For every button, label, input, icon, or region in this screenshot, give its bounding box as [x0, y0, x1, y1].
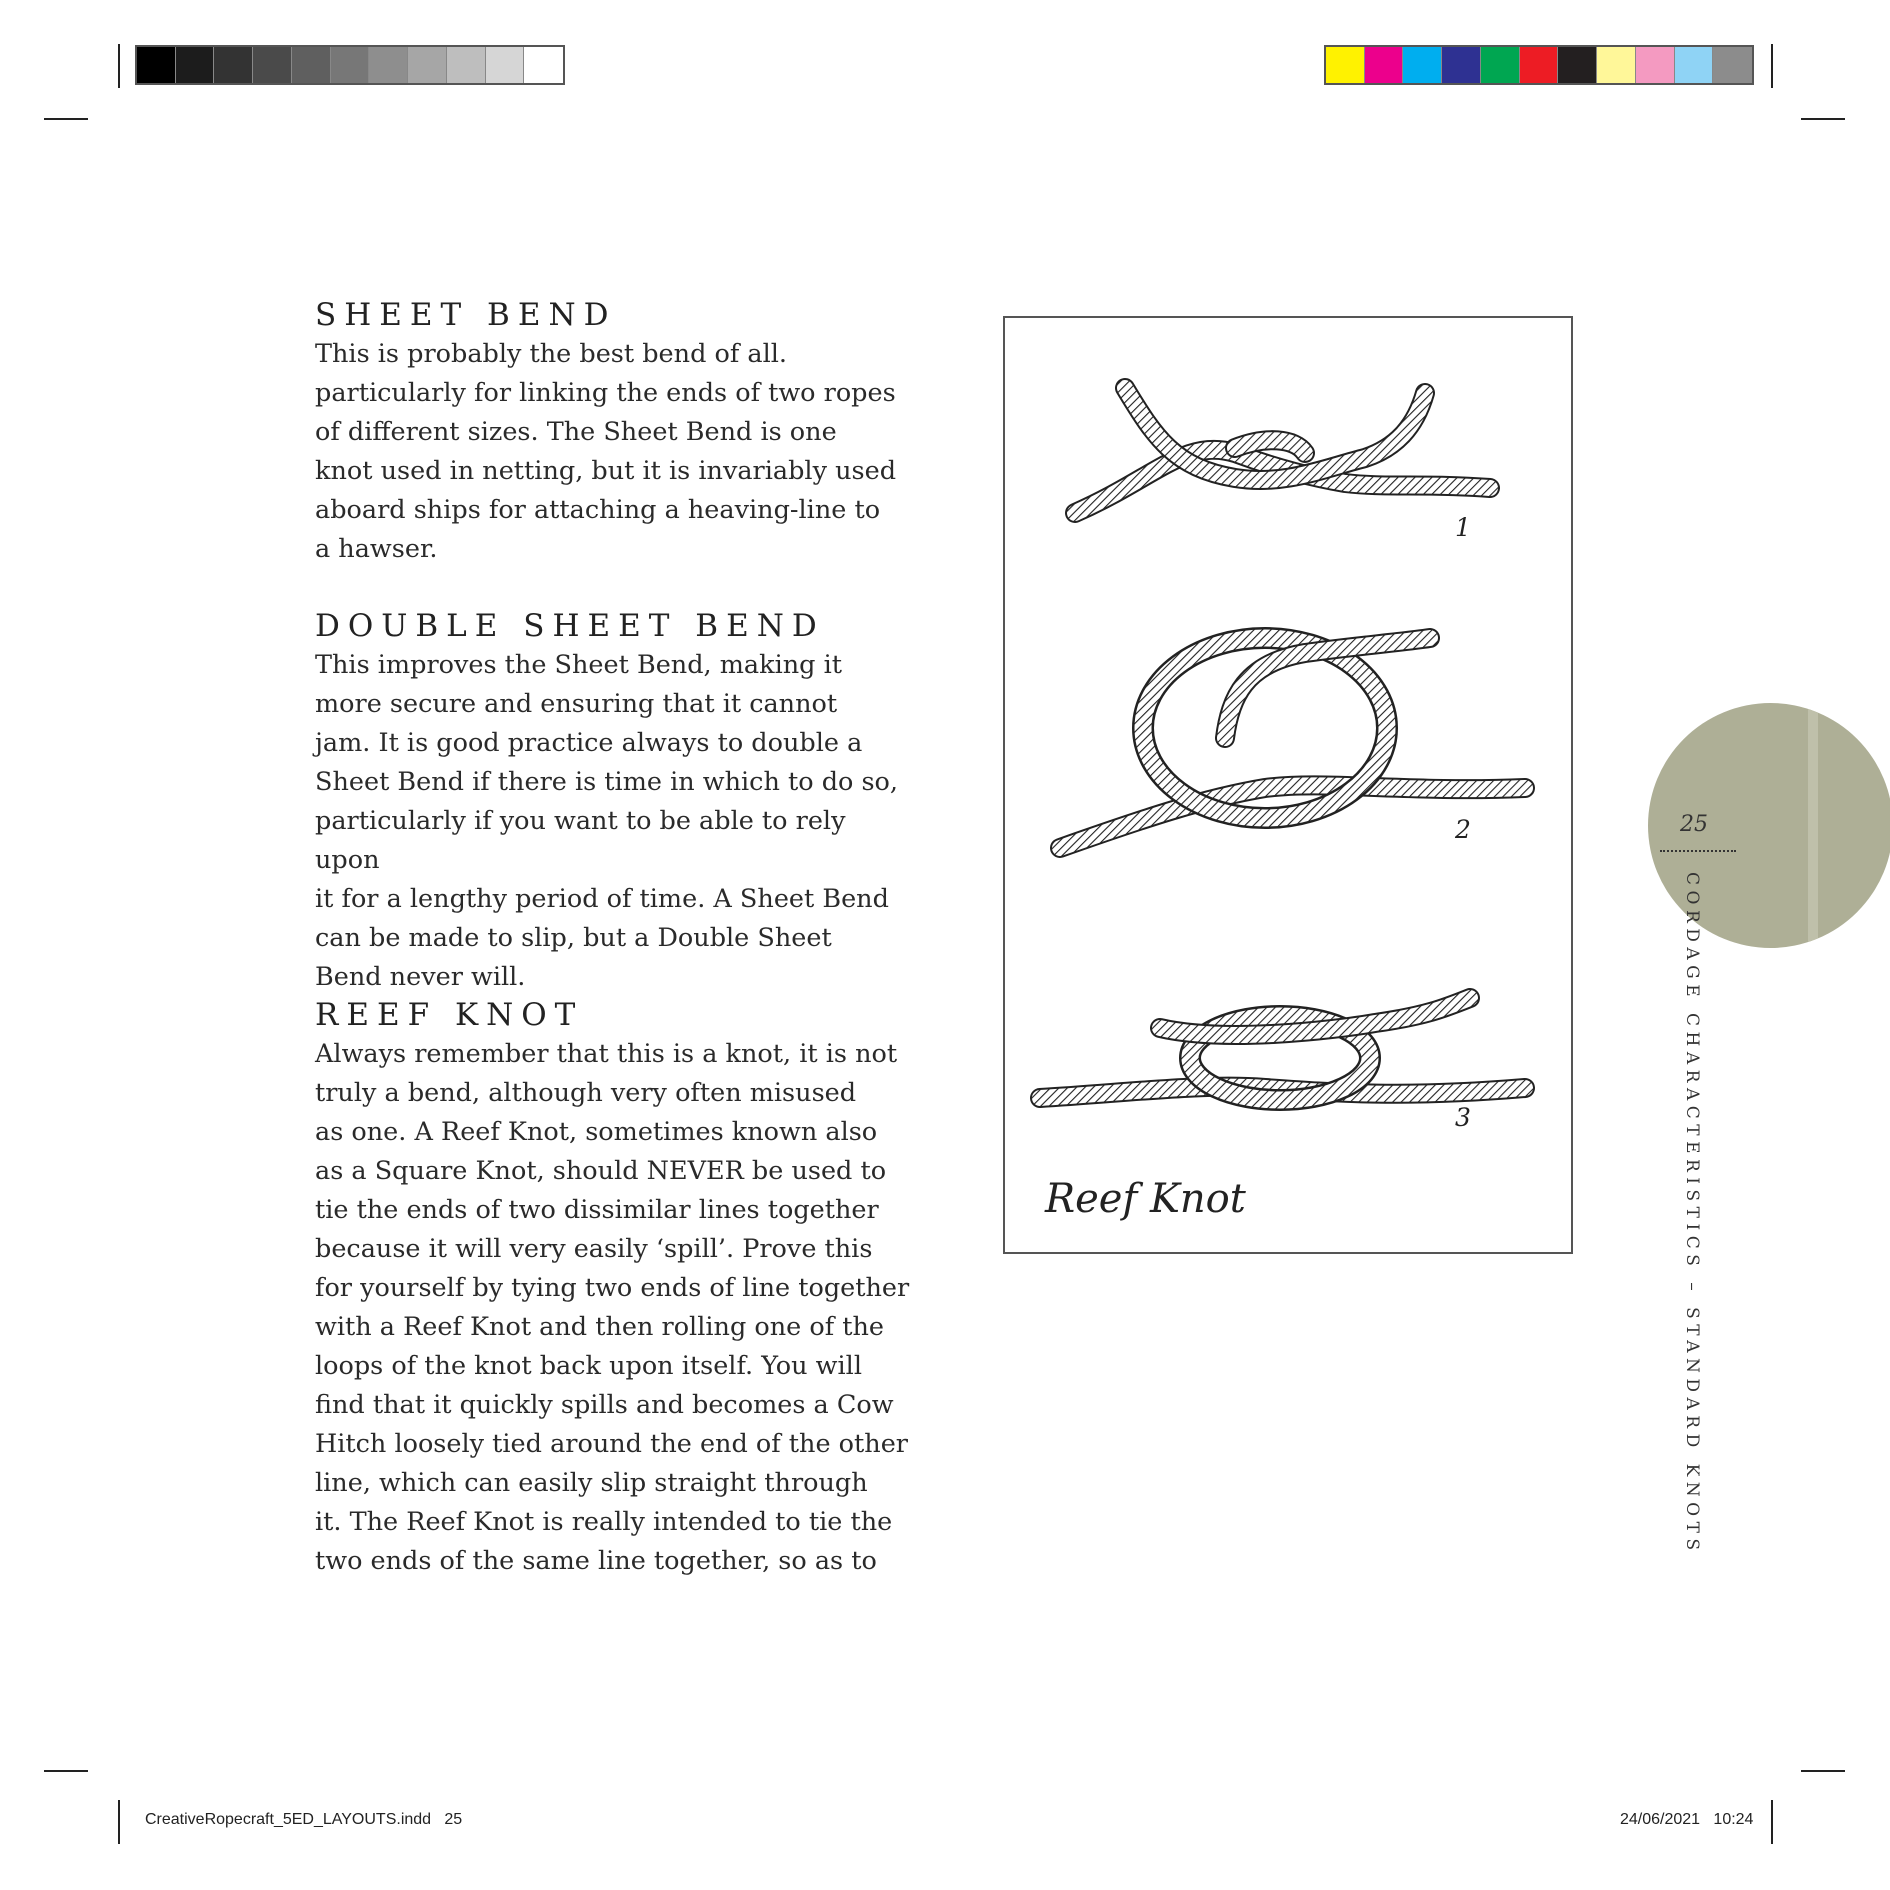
color-swatch	[1558, 47, 1597, 83]
figure-caption: Reef Knot	[1045, 1176, 1246, 1222]
crop-mark	[1801, 118, 1845, 120]
color-swatch	[447, 47, 486, 83]
color-swatch	[408, 47, 447, 83]
section-heading: DOUBLE SHEET BEND	[315, 608, 825, 644]
color-swatch	[1365, 47, 1404, 83]
crop-mark	[1771, 1800, 1773, 1844]
knot-drawings	[1005, 318, 1571, 1252]
color-swatch	[331, 47, 370, 83]
running-title: CORDAGE CHARACTERISTICS – STANDARD KNOTS	[1682, 872, 1702, 1556]
reef-knot-illustration	[1003, 316, 1573, 1254]
section-body: This improves the Sheet Bend, making it more secure and ensuring that it cannot jam. It is good practice always to double a Sheet Bend if there is time in which to do so, particularly if you want to be able to rely upon it for a lengthy period of time. A Sheet Bend can be made to slip, but a Double Sheet Bend never will.	[315, 650, 899, 992]
dotted-rule	[1660, 850, 1736, 852]
color-swatch	[292, 47, 331, 83]
step-number-2: 2	[1455, 815, 1471, 844]
color-swatch	[1442, 47, 1481, 83]
crop-mark	[118, 44, 120, 88]
slug-filename: CreativeRopecraft_5ED_LAYOUTS.indd 25	[145, 1811, 463, 1828]
process-color-bar	[1324, 45, 1754, 85]
crop-mark	[1771, 44, 1773, 88]
section-heading: SHEET BEND	[315, 297, 617, 333]
crop-mark	[44, 118, 88, 120]
grayscale-color-bar	[135, 45, 565, 85]
color-swatch	[176, 47, 215, 83]
knot-step-1-drawing	[1075, 388, 1490, 513]
section-reef-knot	[315, 995, 915, 1581]
color-swatch	[1326, 47, 1365, 83]
color-swatch	[214, 47, 253, 83]
section-sheet-bend	[315, 295, 915, 569]
section-body: Always remember that this is a knot, it is not truly a bend, although very often misused as one. A Reef Knot, sometimes known also as a Square Knot, should NEVER be used to tie the ends of two dissimilar lines together because it will very easily ‘spill’. Prove this for yourself by tying two ends of line together with a Reef Knot and then rolling one of the loops of the knot back upon itself. You will find that it quickly spills and becomes a Cow Hitch loosely tied around the end of the other line, which can easily slip straight through it. The Reef Knot is really intended to tie the two ends of the same line together, so as to	[315, 1039, 910, 1576]
color-swatch	[1481, 47, 1520, 83]
color-swatch	[1520, 47, 1559, 83]
crop-mark	[1801, 1770, 1845, 1772]
color-swatch	[1675, 47, 1714, 83]
section-double-sheet-bend	[315, 606, 915, 997]
slug-datetime: 24/06/2021 10:24	[1620, 1811, 1754, 1828]
section-heading: REEF KNOT	[315, 997, 584, 1033]
color-swatch	[486, 47, 525, 83]
tab-stripe	[1808, 703, 1818, 948]
page-number: 25	[1680, 812, 1708, 837]
color-swatch	[137, 47, 176, 83]
color-swatch	[253, 47, 292, 83]
step-number-1: 1	[1455, 513, 1471, 542]
color-swatch	[369, 47, 408, 83]
color-swatch	[1597, 47, 1636, 83]
color-swatch	[1403, 47, 1442, 83]
color-swatch	[1713, 47, 1752, 83]
crop-mark	[44, 1770, 88, 1772]
crop-mark	[118, 1800, 120, 1844]
color-swatch	[524, 47, 563, 83]
color-swatch	[1636, 47, 1675, 83]
section-body: This is probably the best bend of all. particularly for linking the ends of two ropes of different sizes. The Sheet Bend is one knot used in netting, but it is invariably used aboard ships for attaching a heaving-line to a hawser.	[315, 339, 897, 564]
step-number-3: 3	[1455, 1103, 1471, 1132]
knot-step-3-drawing	[1040, 998, 1525, 1100]
